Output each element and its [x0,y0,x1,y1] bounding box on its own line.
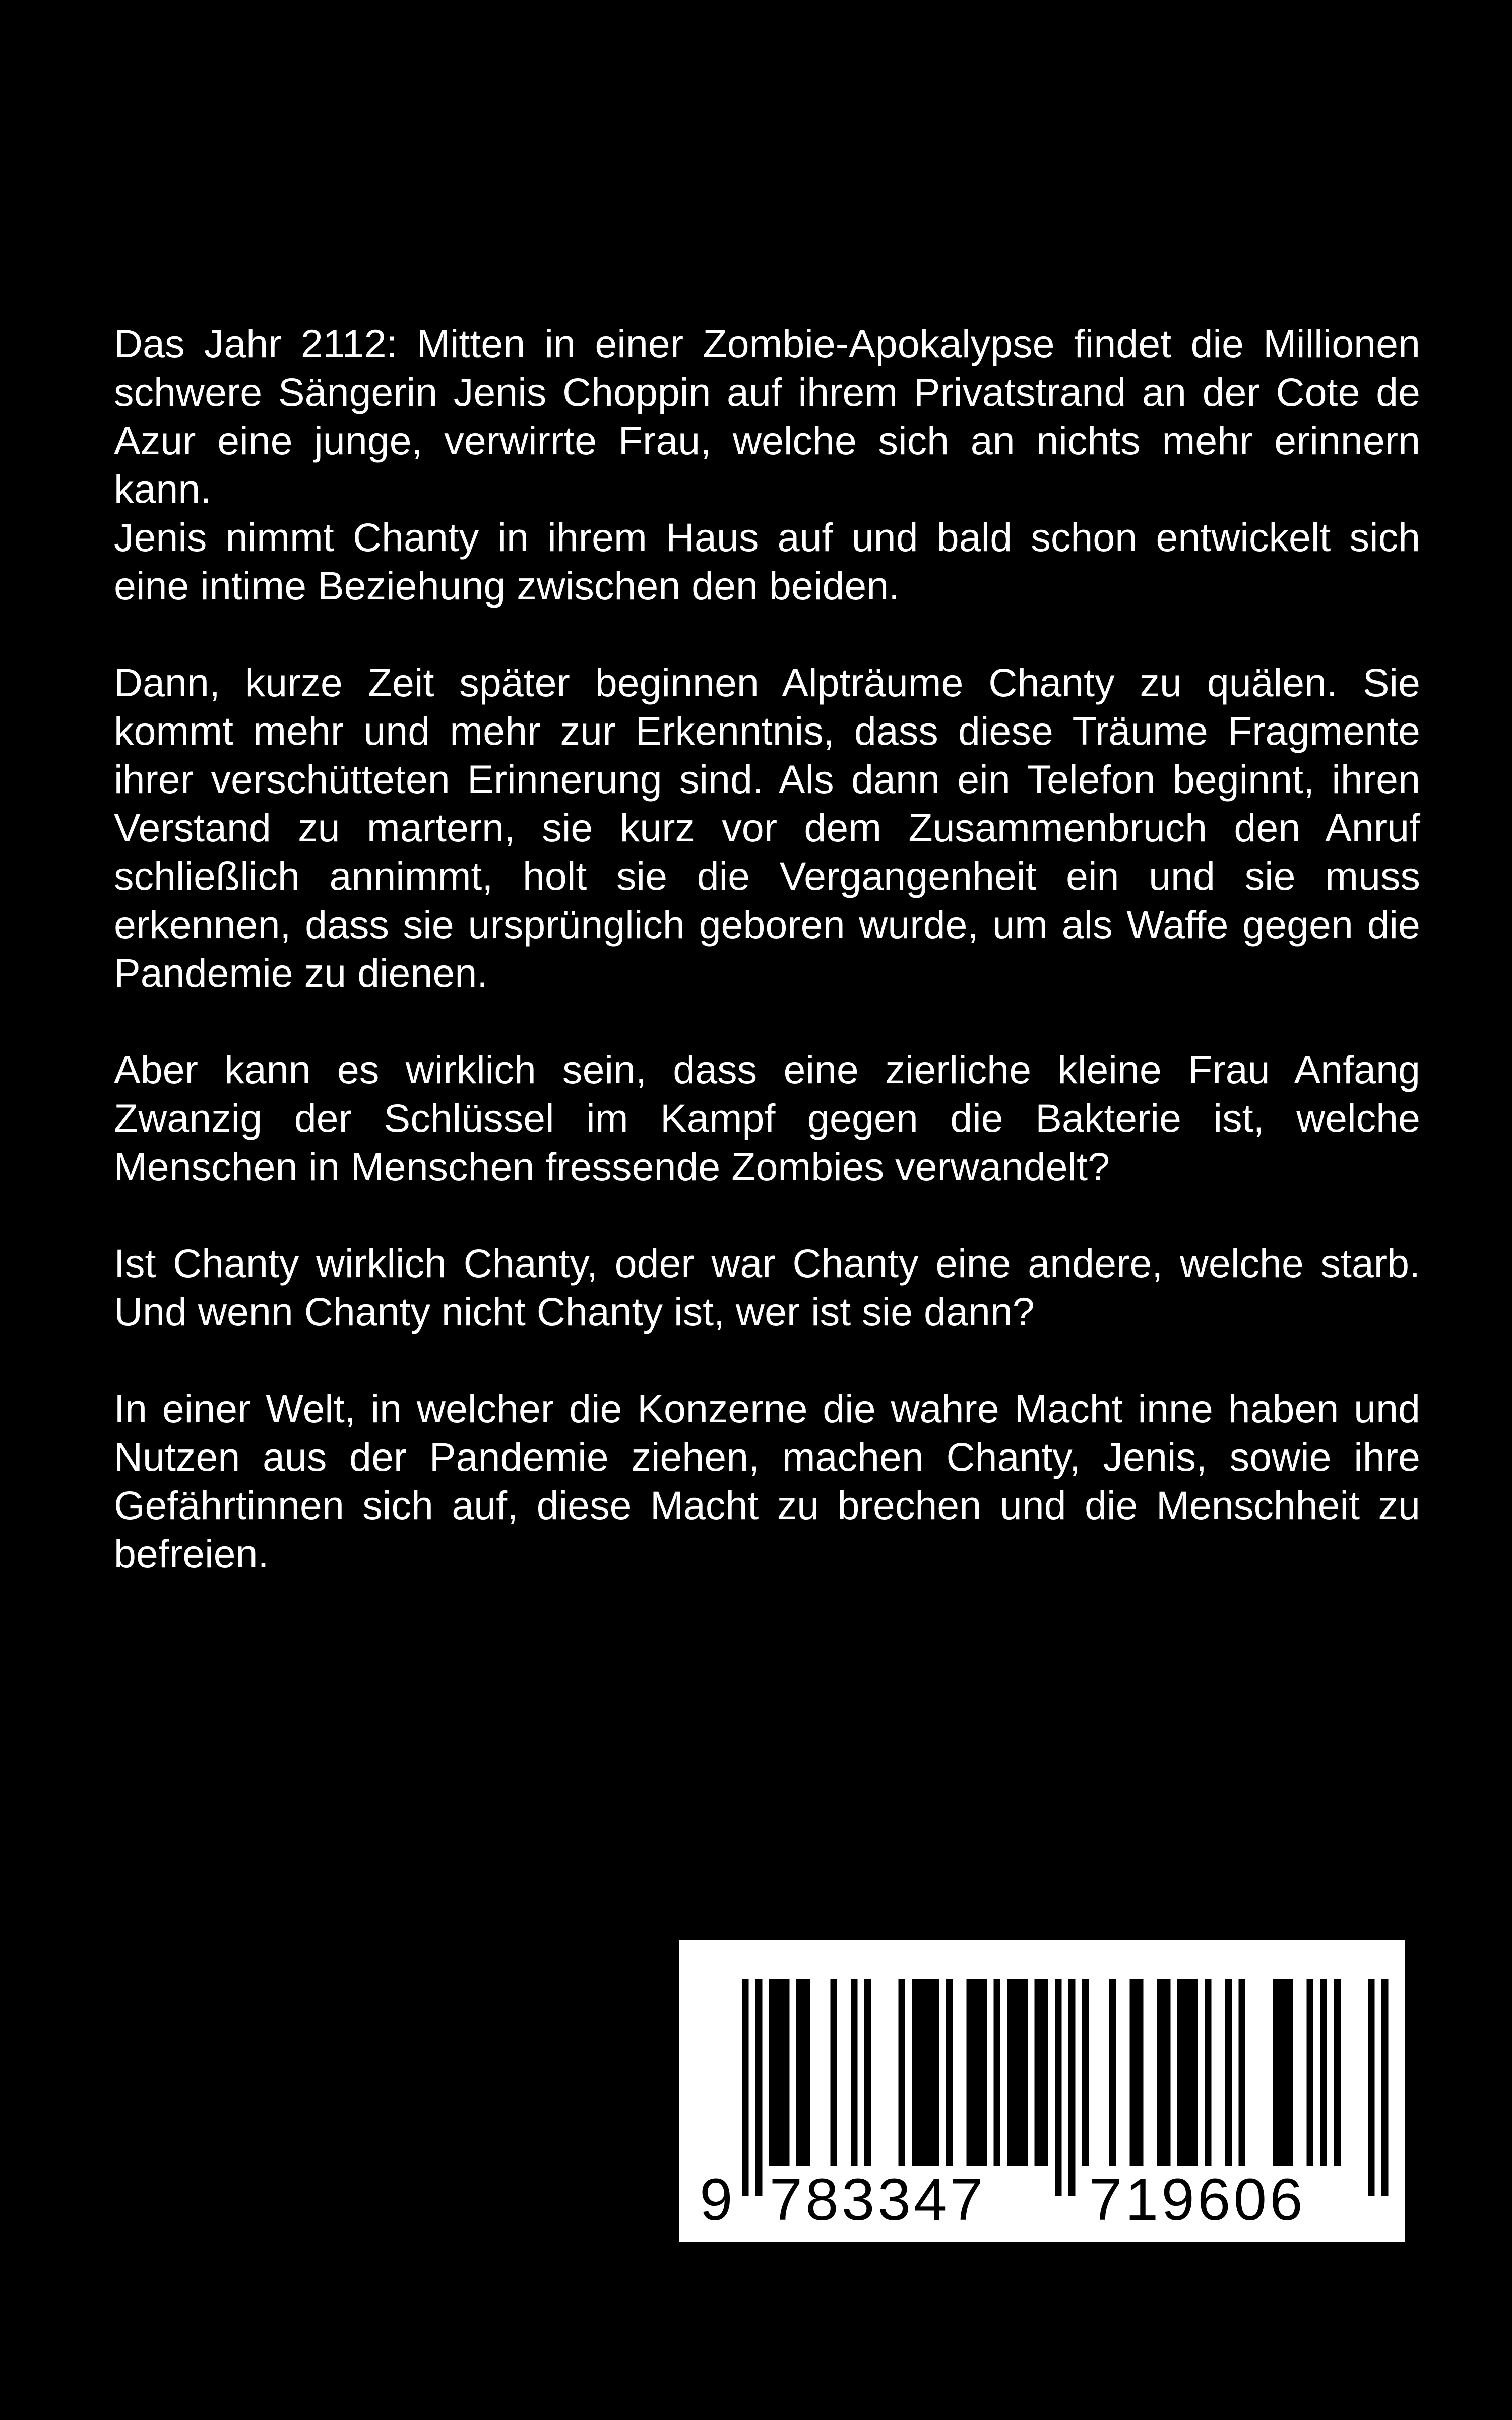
blurb-paragraph: Dann, kurze Zeit später beginnen Alpträume Chanty zu quälen. Sie kommt mehr und mehr zur Erkenntnis, dass diese Träume Fragmente ihrer verschütteten Erinnerung sind. Als dann ein Telefon beginnt, ihren Verstand zu martern, sie kurz vor dem Zusammenbruch den Anruf schließlich annimmt, holt sie die Vergangenheit ein und sie muss erkennen, dass sie ursprünglich geboren wurde, um als Waffe gegen die Pandemie zu dienen. [114,660,1420,995]
barcode-bar [755,1979,763,2196]
barcode-bar [803,1979,810,2166]
blurb-paragraph: Jenis nimmt Chanty in ihrem Haus auf und bald schon entwickelt sich eine intime Beziehung zwischen den beiden. [114,515,1420,608]
barcode-bar [1381,1979,1389,2196]
barcode-bar [919,1979,926,2166]
blurb-paragraph: Ist Chanty wirklich Chanty, oder war Chanty eine andere, welche starb. Und wenn Chanty nicht Chanty ist, wer ist sie dann? [114,1241,1420,1334]
barcode-bar [1157,1979,1164,2166]
barcode-bar [796,1979,803,2166]
barcode-bar [1035,1979,1042,2166]
back-cover-blurb [114,320,1420,1578]
barcode-bar [742,1979,749,2196]
barcode-bar [1307,1979,1314,2166]
blurb-paragraph: Aber kann es wirklich sein, dass eine zierliche kleine Frau Anfang Zwanzig der Schlüssel im Kampf gegen die Bakterie ist, welche Menschen in Menschen fressende Zombies verwandelt? [114,1047,1420,1189]
isbn-right-group: 719606 [1089,2166,1306,2233]
barcode-bar [1177,1979,1184,2166]
barcode-bar [1280,1979,1287,2166]
barcode-bar [776,1979,783,2166]
barcode-bar [994,1979,1001,2166]
isbn-first-digit: 9 [700,2166,733,2233]
barcode-bar [899,1979,906,2166]
barcode-bar [1082,1979,1089,2166]
barcode-bar [1368,1979,1375,2196]
barcode-bar [1273,1979,1280,2166]
isbn-barcode [679,1940,1405,2242]
barcode-bar [1225,1979,1232,2166]
barcode-bar [851,1979,858,2166]
barcode-bar [980,1979,987,2166]
barcode-bar [1191,1979,1198,2166]
barcode-bar [1130,1979,1137,2166]
barcode-bar [1286,1979,1293,2166]
barcode-bar [926,1979,933,2166]
barcode-bar [1320,1979,1328,2166]
isbn-left-group: 783347 [769,2166,986,2233]
barcode-bar [946,1979,953,2166]
blurb-paragraph: Das Jahr 2112: Mitten in einer Zombie-Apokalypse findet die Millionen schwere Sängerin Jenis Choppin auf ihrem Privatstrand an der Cote de Azur eine junge, verwirrte Frau, welche sich an nichts mehr erinnern kann. [114,321,1420,511]
barcode-bar [783,1979,790,2166]
barcode-bar [1021,1979,1028,2166]
barcode-bar [1184,1979,1191,2166]
barcode-bar [1055,1979,1062,2196]
barcode-bar [1007,1979,1015,2166]
blurb-paragraph: In einer Welt, in welcher die Konzerne die wahre Macht inne haben und Nutzen aus der Pandemie ziehen, machen Chanty, Jenis, sowie ihre Gefährtinnen sich auf, diese Macht zu brechen und die Menschheit zu befreien. [114,1386,1420,1576]
barcode-bar [1137,1979,1144,2166]
barcode-bar [831,1979,838,2166]
barcode-bar [864,1979,871,2166]
barcode-bar [932,1979,939,2166]
barcode-bar [1164,1979,1171,2166]
barcode-bar [912,1979,919,2166]
barcode-bar [1068,1979,1076,2196]
barcode-bar [1014,1979,1021,2166]
barcode-bar [973,1979,980,2166]
barcode-bar [769,1979,776,2166]
barcode-bar [967,1979,974,2166]
barcode-bar [1205,1979,1212,2166]
barcode-bar [1109,1979,1116,2166]
barcode-bar [1334,1979,1341,2166]
barcode-bar [1041,1979,1048,2166]
barcode-bar [1239,1979,1246,2166]
